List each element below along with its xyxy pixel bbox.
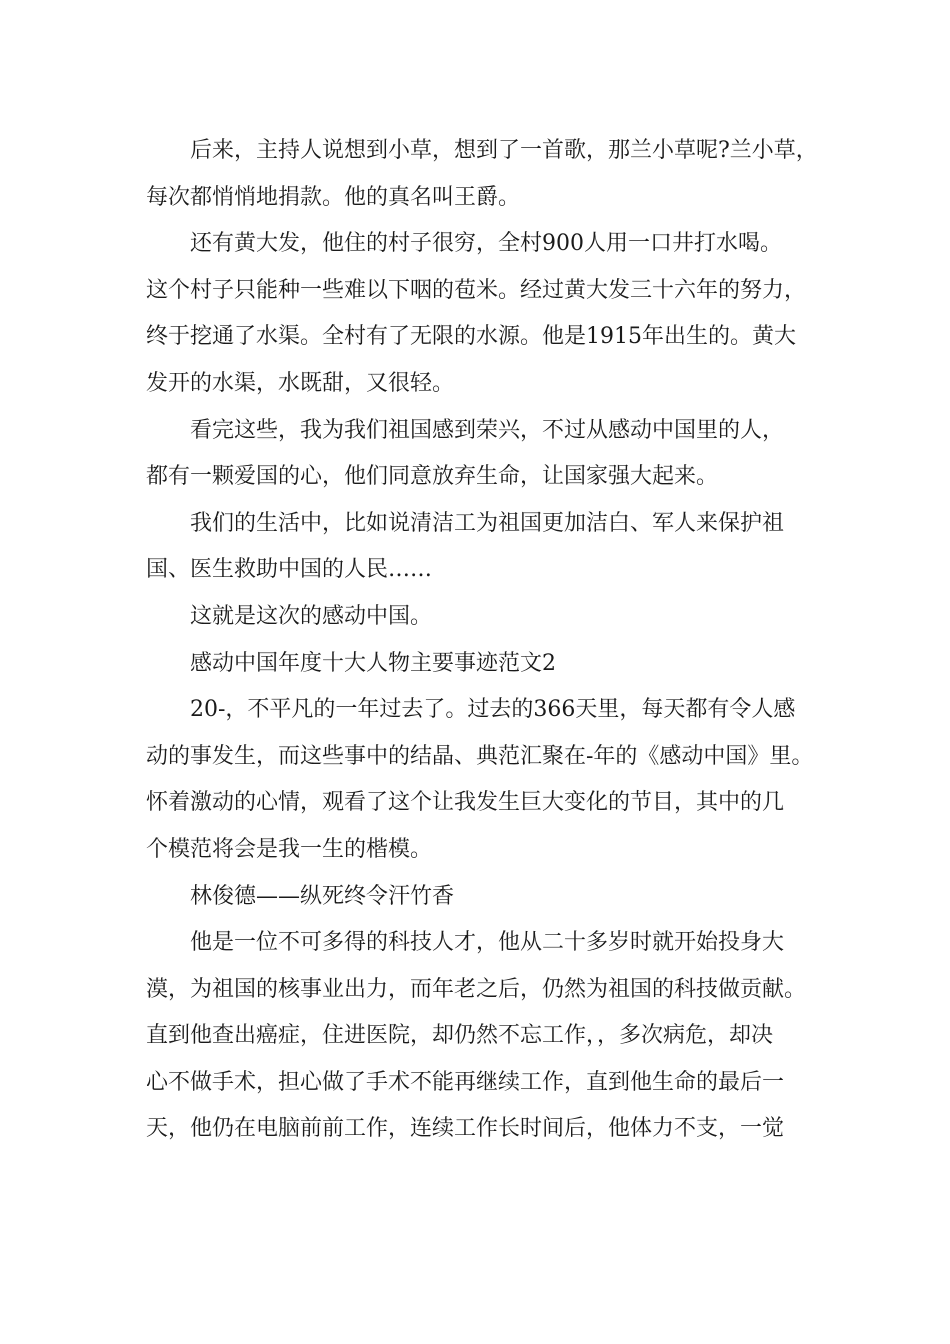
person-heading (146, 874, 816, 921)
heading-line: 林俊德——纵死终令汗竹香 (190, 883, 455, 909)
text-line: 都有一颗爱国的心，他们同意放弃生命，让国家强大起来。 (146, 464, 719, 490)
text-line: 我们的生活中，比如说清洁工为祖国更加洁白、军人来保护祖 (190, 510, 785, 536)
paragraph-1 (146, 128, 816, 221)
paragraph-2 (146, 221, 816, 407)
text-line: 看完这些，我为我们祖国感到荣兴，不过从感动中国里的人， (190, 417, 785, 443)
text-line: 个模范将会是我一生的楷模。 (146, 836, 433, 862)
text-line: 还有黄大发，他住的村子很穷，全村900人用一口井打水喝。 (190, 231, 782, 257)
text-line: 动的事发生，而这些事中的结晶、典范汇聚在-年的《感动中国》里。 (146, 743, 814, 769)
text-line: 天，他仍在电脑前前工作，连续工作长时间后，他体力不支，一觉 (146, 1116, 785, 1142)
text-line: 发开的水渠，水既甜，又很轻。 (146, 370, 455, 396)
text-line: 每次都悄悄地捐款。他的真名叫王爵。 (146, 184, 521, 210)
text-line: 心不做手术，担心做了手术不能再继续工作，直到他生命的最后一 (146, 1069, 785, 1095)
paragraph-7 (146, 687, 816, 873)
paragraph-4 (146, 501, 816, 594)
text-line: 漠，为祖国的核事业出力，而年老之后，仍然为祖国的科技做贡献。 (146, 976, 807, 1002)
text-line: 直到他查出癌症，住进医院，却仍然不忘工作，，多次病危，却决 (146, 1023, 774, 1049)
document-body (146, 128, 816, 1153)
text-line: 20-，不平凡的一年过去了。过去的366天里，每天都有令人感 (190, 697, 796, 723)
paragraph-5 (146, 594, 816, 641)
text-line: 这就是这次的感动中国。 (190, 603, 433, 629)
text-line: 怀着激动的心情，观看了这个让我发生巨大变化的节目，其中的几 (146, 790, 785, 816)
text-line: 他是一位不可多得的科技人才，他从二十多岁时就开始投身大 (190, 930, 785, 956)
paragraph-3 (146, 408, 816, 501)
text-line: 终于挖通了水渠。全村有了无限的水源。他是1915年出生的。黄大 (146, 324, 796, 350)
text-line: 国、医生救助中国的人民…… (146, 557, 433, 583)
heading-line: 感动中国年度十大人物主要事迹范文2 (190, 650, 556, 676)
paragraph-9 (146, 920, 816, 1153)
text-line: 这个村子只能种一些难以下咽的苞米。经过黄大发三十六年的努力， (146, 277, 807, 303)
section-heading (146, 641, 816, 688)
text-line: 后来，主持人说想到小草，想到了一首歌，那兰小草呢?兰小草， (190, 138, 818, 163)
